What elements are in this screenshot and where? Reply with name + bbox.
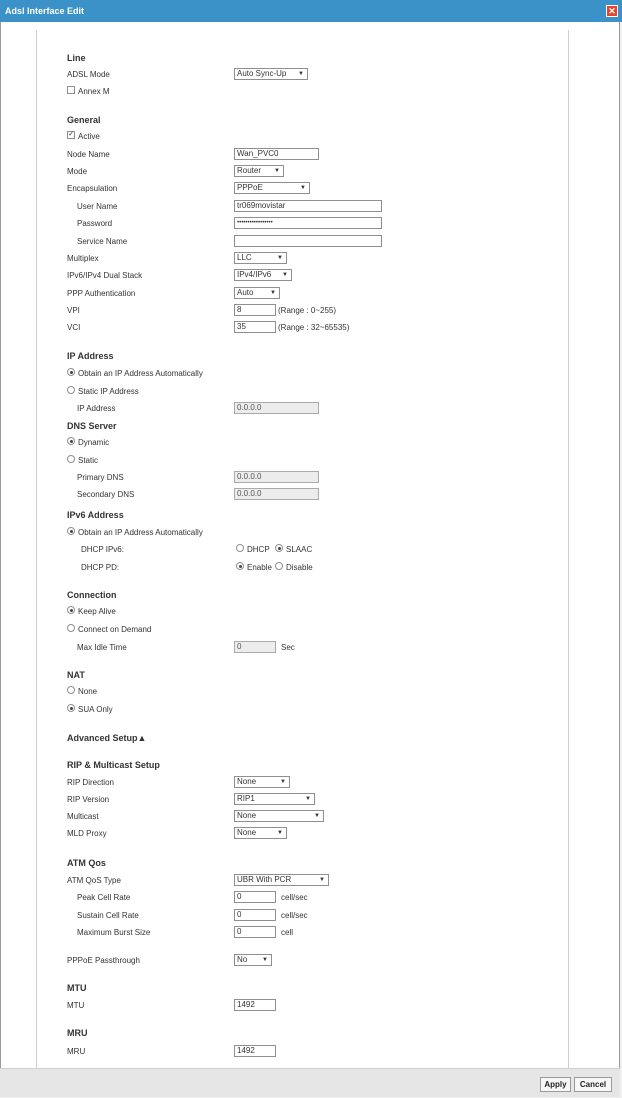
dhcp-pd-label: DHCP PD:	[81, 563, 120, 572]
ipv6-obtain-auto-radio[interactable]	[67, 527, 75, 535]
rip-direction-label: RIP Direction	[67, 778, 114, 787]
section-general: General	[67, 115, 101, 125]
dhcp-ipv6-dhcp-label: DHCP	[247, 545, 270, 554]
active-label: Active	[78, 132, 100, 141]
section-ip-address: IP Address	[67, 351, 114, 361]
mtu-input[interactable]: 1492	[234, 999, 276, 1011]
ppp-auth-label: PPP Authentication	[67, 289, 136, 298]
nat-sua-only-radio[interactable]	[67, 704, 75, 712]
sustain-cell-rate-input[interactable]: 0	[234, 909, 276, 921]
nat-none-radio[interactable]	[67, 686, 75, 694]
vci-label: VCI	[67, 323, 81, 332]
obtain-ip-auto-label: Obtain an IP Address Automatically	[78, 369, 203, 378]
dhcp-ipv6-slaac-radio[interactable]	[275, 544, 283, 552]
atm-qos-type-label: ATM QoS Type	[67, 876, 121, 885]
peak-cell-rate-input[interactable]: 0	[234, 891, 276, 903]
dhcp-ipv6-label: DHCP IPv6:	[81, 545, 124, 554]
rip-direction-select[interactable]: None ▼	[234, 776, 290, 788]
max-burst-size-input[interactable]: 0	[234, 926, 276, 938]
adsl-mode-select[interactable]: Auto Sync-Up ▼	[234, 68, 308, 80]
max-idle-unit: Sec	[281, 643, 295, 652]
static-ip-label: Static IP Address	[78, 387, 139, 396]
window-titlebar	[0, 0, 622, 22]
service-name-input[interactable]	[234, 235, 382, 247]
dhcp-pd-enable-radio[interactable]	[236, 562, 244, 570]
sustain-cell-rate-unit: cell/sec	[281, 911, 308, 920]
chevron-down-icon: ▼	[305, 796, 311, 802]
mru-input[interactable]: 1492	[234, 1045, 276, 1057]
section-atm-qos: ATM Qos	[67, 858, 106, 868]
mtu-label: MTU	[67, 1001, 85, 1010]
pppoe-passthrough-label: PPPoE Passthrough	[67, 956, 140, 965]
ppp-auth-select[interactable]: Auto ▼	[234, 287, 280, 299]
section-nat: NAT	[67, 670, 85, 680]
section-rip-multicast: RIP & Multicast Setup	[67, 760, 160, 770]
section-connection: Connection	[67, 590, 117, 600]
dual-stack-label: IPv6/IPv4 Dual Stack	[67, 271, 143, 280]
multicast-select[interactable]: None ▼	[234, 810, 324, 822]
chevron-down-icon: ▼	[277, 255, 283, 261]
mld-proxy-label: MLD Proxy	[67, 829, 107, 838]
chevron-down-icon: ▼	[280, 779, 286, 785]
dns-static-label: Static	[78, 456, 99, 465]
service-name-label: Service Name	[77, 237, 128, 246]
mode-select[interactable]: Router ▼	[234, 165, 284, 177]
user-name-label: User Name	[77, 202, 118, 211]
dhcp-pd-disable-radio[interactable]	[275, 562, 283, 570]
vci-range: (Range : 32~65535)	[278, 323, 350, 332]
vpi-range: (Range : 0~255)	[278, 306, 337, 315]
section-ipv6-address: IPv6 Address	[67, 510, 124, 520]
primary-dns-label: Primary DNS	[77, 473, 124, 482]
annex-m-label: Annex M	[78, 87, 110, 96]
rip-version-select[interactable]: RIP1 ▼	[234, 793, 315, 805]
dialog-footer	[0, 1068, 620, 1097]
window-title: Adsl Interface Edit	[5, 6, 85, 16]
multiplex-select[interactable]: LLC ▼	[234, 252, 287, 264]
node-name-input[interactable]: Wan_PVC0	[234, 148, 319, 160]
secondary-dns-input[interactable]: 0.0.0.0	[234, 488, 319, 500]
advanced-setup-toggle[interactable]: Advanced Setup▲	[67, 733, 147, 743]
vpi-label: VPI	[67, 306, 80, 315]
keep-alive-label: Keep Alive	[78, 607, 116, 616]
adsl-mode-label: ADSL Mode	[67, 70, 110, 79]
password-label: Password	[77, 219, 113, 228]
dhcp-ipv6-dhcp-radio[interactable]	[236, 544, 244, 552]
vpi-input[interactable]: 8	[234, 304, 276, 316]
dns-static-radio[interactable]	[67, 455, 75, 463]
secondary-dns-label: Secondary DNS	[77, 490, 135, 499]
chevron-down-icon: ▼	[262, 957, 268, 963]
dhcp-pd-enable-label: Enable	[247, 563, 272, 572]
mld-proxy-select[interactable]: None ▼	[234, 827, 287, 839]
chevron-down-icon: ▼	[319, 877, 325, 883]
section-dns-server: DNS Server	[67, 421, 117, 431]
apply-button[interactable]: Apply	[540, 1077, 571, 1092]
dns-dynamic-label: Dynamic	[78, 438, 110, 447]
multicast-label: Multicast	[67, 812, 99, 821]
nat-sua-only-label: SUA Only	[78, 705, 113, 714]
section-mru: MRU	[67, 1028, 88, 1038]
multiplex-label: Multiplex	[67, 254, 99, 263]
connect-on-demand-radio[interactable]	[67, 624, 75, 632]
chevron-down-icon: ▼	[300, 185, 306, 191]
ipv6-obtain-auto-label: Obtain an IP Address Automatically	[78, 528, 203, 537]
connect-on-demand-label: Connect on Demand	[78, 625, 152, 634]
max-burst-size-unit: cell	[281, 928, 294, 937]
chevron-down-icon: ▼	[314, 813, 320, 819]
chevron-down-icon: ▼	[277, 830, 283, 836]
triangle-up-icon: ▲	[137, 733, 147, 743]
password-input[interactable]: •••••••••••••••••	[234, 217, 382, 229]
atm-qos-type-select[interactable]: UBR With PCR ▼	[234, 874, 329, 886]
section-mtu: MTU	[67, 983, 87, 993]
sustain-cell-rate-label: Sustain Cell Rate	[77, 911, 139, 920]
peak-cell-rate-label: Peak Cell Rate	[77, 893, 131, 902]
keep-alive-radio[interactable]	[67, 606, 75, 614]
dual-stack-select[interactable]: IPv4/IPv6 ▼	[234, 269, 292, 281]
chevron-down-icon: ▼	[298, 71, 304, 77]
section-line: Line	[67, 53, 86, 63]
mode-label: Mode	[67, 167, 88, 176]
vci-input[interactable]: 35	[234, 321, 276, 333]
max-idle-input[interactable]: 0	[234, 641, 276, 653]
primary-dns-input[interactable]: 0.0.0.0	[234, 471, 319, 483]
user-name-input[interactable]: tr069movistar	[234, 200, 382, 212]
ip-address-label: IP Address	[77, 404, 116, 413]
max-burst-size-label: Maximum Burst Size	[77, 928, 151, 937]
obtain-ip-auto-radio[interactable]	[67, 368, 75, 376]
ip-address-input[interactable]: 0.0.0.0	[234, 402, 319, 414]
cancel-button[interactable]: Cancel	[574, 1077, 612, 1092]
static-ip-radio[interactable]	[67, 386, 75, 394]
max-idle-label: Max Idle Time	[77, 643, 127, 652]
active-checkbox[interactable]: ✓	[68, 131, 74, 138]
peak-cell-rate-unit: cell/sec	[281, 893, 308, 902]
mru-label: MRU	[67, 1047, 86, 1056]
nat-none-label: None	[78, 687, 98, 696]
dhcp-pd-disable-label: Disable	[286, 563, 313, 572]
pppoe-passthrough-select[interactable]: No ▼	[234, 954, 272, 966]
rip-version-label: RIP Version	[67, 795, 110, 804]
encapsulation-select[interactable]: PPPoE ▼	[234, 182, 310, 194]
chevron-down-icon: ▼	[282, 272, 288, 278]
dhcp-ipv6-slaac-label: SLAAC	[286, 545, 313, 554]
encapsulation-label: Encapsulation	[67, 184, 118, 193]
annex-m-checkbox[interactable]	[67, 86, 75, 94]
chevron-down-icon: ▼	[270, 290, 276, 296]
node-name-label: Node Name	[67, 150, 110, 159]
chevron-down-icon: ▼	[274, 168, 280, 174]
dns-dynamic-radio[interactable]	[67, 437, 75, 445]
close-icon[interactable]: ✕	[606, 5, 618, 17]
